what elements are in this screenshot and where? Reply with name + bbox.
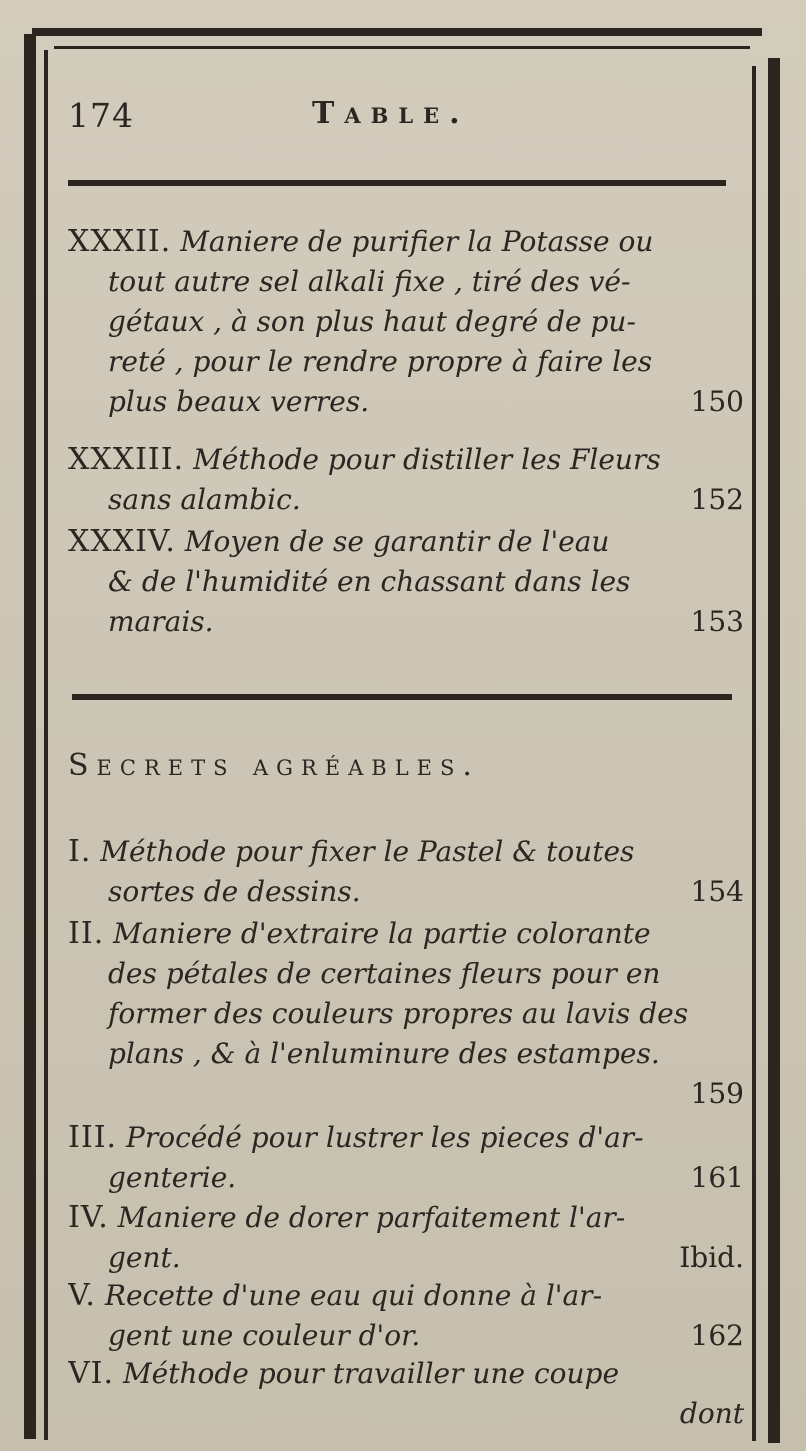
- entry-text: Procédé pour lustrer les pieces d'ar-: [126, 1121, 644, 1154]
- entry-page: 152: [690, 483, 744, 516]
- toc-entry-xxxiii: [68, 440, 748, 520]
- entry-text: tout autre sel alkali fixe , tiré des vé-: [108, 265, 631, 298]
- toc-entry-ii: [68, 914, 748, 1114]
- entry-text: Méthode pour distiller les Fleurs: [193, 443, 661, 476]
- entry-text: Maniere d'extraire la partie colorante: [113, 917, 651, 950]
- entry-number: VI.: [68, 1356, 115, 1391]
- toc-entry-i: [68, 832, 748, 912]
- section-heading: Secrets agréables.: [68, 748, 480, 783]
- toc-entry-xxxii: [68, 222, 748, 422]
- toc-entry-xxxiv: [68, 522, 748, 642]
- entry-page: 150: [690, 385, 744, 418]
- entry-text: & de l'humidité en chassant dans les: [108, 565, 631, 598]
- entry-text: plus beaux verres.: [108, 385, 370, 418]
- running-head: [68, 96, 748, 146]
- entry-number: XXXIV.: [68, 524, 176, 559]
- entry-page: 153: [690, 605, 744, 638]
- entry-number: IV.: [68, 1200, 109, 1235]
- frame-right-rule: [768, 58, 780, 1443]
- entry-text: Méthode pour fixer le Pastel & toutes: [100, 835, 635, 868]
- toc-entry-vi: [68, 1354, 748, 1434]
- catchword: dont: [679, 1397, 744, 1430]
- entry-text: sans alambic.: [108, 483, 301, 516]
- toc-entry-iv: [68, 1198, 748, 1278]
- frame-right-inner-rule: [752, 66, 756, 1441]
- entry-page: Ibid.: [679, 1241, 744, 1274]
- toc-entry-v: [68, 1276, 748, 1356]
- page-number: 174: [68, 96, 134, 135]
- entry-text: marais.: [108, 605, 214, 638]
- frame-left-inner-rule: [44, 50, 48, 1440]
- entry-text: des pétales de certaines fleurs pour en: [108, 957, 661, 990]
- entry-page: 154: [690, 875, 744, 908]
- entry-text: Maniere de purifier la Potasse ou: [180, 225, 654, 258]
- entry-text: plans , & à l'enluminure des estampes.: [108, 1037, 660, 1070]
- frame-top-inner-rule: [54, 46, 750, 49]
- entry-text: Maniere de dorer parfaitement l'ar-: [117, 1201, 626, 1234]
- entry-text: genterie.: [108, 1161, 237, 1194]
- entry-text: sortes de dessins.: [108, 875, 361, 908]
- frame-left-rule: [24, 34, 36, 1439]
- entry-text: Moyen de se garantir de l'eau: [184, 525, 610, 558]
- entry-number: II.: [68, 916, 105, 951]
- entry-number: XXXII.: [68, 224, 172, 259]
- entry-text: gent.: [108, 1241, 181, 1274]
- entry-page: 162: [690, 1319, 744, 1352]
- entry-text: gent une couleur d'or.: [108, 1319, 421, 1352]
- section-rule: [72, 694, 732, 700]
- header-rule: [68, 180, 726, 186]
- entry-text: Recette d'une eau qui donne à l'ar-: [104, 1279, 603, 1312]
- entry-number: III.: [68, 1120, 118, 1155]
- entry-number: V.: [68, 1278, 96, 1313]
- entry-text: gétaux , à son plus haut degré de pu-: [108, 305, 636, 338]
- toc-entry-iii: [68, 1118, 748, 1198]
- entry-text: former des couleurs propres au lavis des: [108, 997, 689, 1030]
- entry-number: XXXIII.: [68, 442, 185, 477]
- entry-text: reté , pour le rendre propre à faire les: [108, 345, 653, 378]
- running-title: Table.: [312, 96, 470, 131]
- entry-page: 161: [690, 1161, 744, 1194]
- entry-page: 159: [690, 1077, 744, 1110]
- entry-number: I.: [68, 834, 92, 869]
- frame-top-rule: [32, 28, 762, 36]
- entry-text: Méthode pour travailler une coupe: [122, 1357, 620, 1390]
